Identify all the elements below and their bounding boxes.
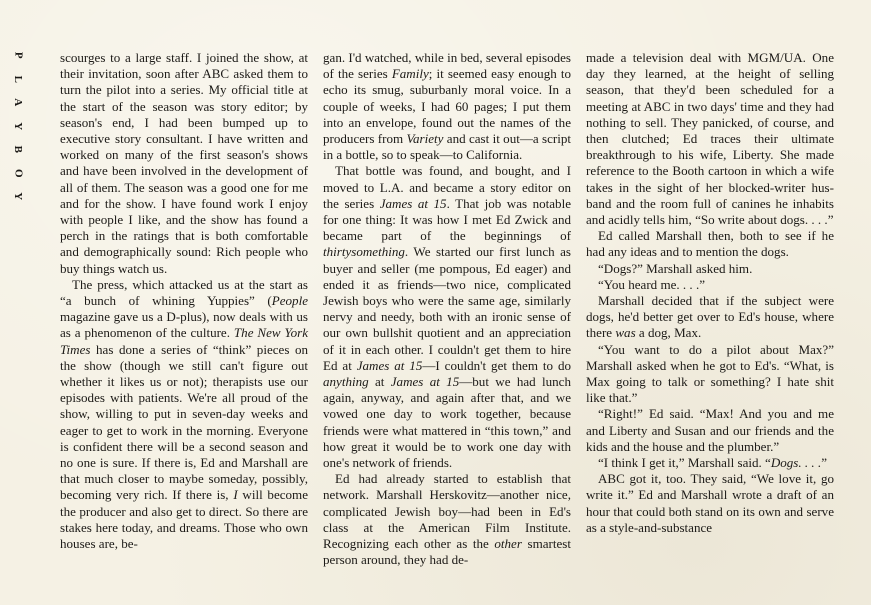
italic-text: other xyxy=(494,536,522,552)
paragraph xyxy=(586,293,834,342)
paragraph xyxy=(60,277,308,552)
italic-text: thirtysomething xyxy=(323,244,405,260)
italic-text: I xyxy=(233,487,238,503)
paragraph xyxy=(586,261,834,277)
text-run: “Right!” Ed said. “Max! And you and me and Liberty and Susan and our friends and the kids and the house and the plumber.” xyxy=(586,406,834,454)
text-run: “You want to do a pilot about Max?” Marshall asked when he got to Ed's. “What, is Max going to talk or something? I hate shit like that.” xyxy=(586,341,834,406)
masthead-letter: L xyxy=(12,75,25,83)
paragraph xyxy=(586,50,834,228)
masthead-letter: P xyxy=(12,51,25,59)
text-run: Ed had already started to establish that network. Marshall Herskovitz—another nice, complicated Jewish boy—had been in Ed's class at the American Film Institute. Recognizing each other as the xyxy=(323,471,571,552)
italic-text: People xyxy=(271,293,308,309)
text-run: That bottle was found, and bought, and I moved to L.A. and became a story editor on the series xyxy=(323,163,571,211)
text-run: ” xyxy=(821,455,828,471)
paragraph xyxy=(60,50,308,277)
paragraph xyxy=(586,228,834,260)
text-column-1 xyxy=(60,50,308,552)
text-run: and cast it out—a script in a bottle, so to speak—to California. xyxy=(323,131,571,163)
text-run: The press, which attacked us at the start as “a bunch of whining Yuppies” ( xyxy=(60,276,308,309)
text-run: “You heard me. . . .” xyxy=(598,276,706,292)
paragraph xyxy=(323,471,571,568)
italic-text: Dogs. . . . xyxy=(770,455,822,471)
text-run: —but we had lunch again, anyway, and again after that, and we vowed one day to work together, because friends were what mattered in “this town,” and how great it would be to work one day with one's network of friends. xyxy=(323,374,571,471)
italic-text: James at 15 xyxy=(390,374,460,390)
masthead-letter: A xyxy=(12,98,25,107)
masthead-letter: Y xyxy=(12,121,25,130)
paragraph xyxy=(586,455,834,471)
italic-text: James at 15 xyxy=(379,195,447,211)
paragraph xyxy=(586,342,834,407)
text-run: ABC got it, too. They said, “We love it, go write it.” Ed and Marshall wrote a draft of an hour that could both stand on its own and serve as a style-and-substance xyxy=(586,471,834,535)
text-run: “I think I get it,” Marshall said. “ xyxy=(598,455,771,471)
text-run: will become the producer and also get to direct. So there are stakes here today, and dreams. Those who own houses are, be- xyxy=(60,487,309,552)
paragraph xyxy=(586,277,834,293)
paragraph xyxy=(323,163,571,471)
text-run: smartest person around, they had de- xyxy=(323,536,572,568)
text-run: ; it seemed easy enough to echo its smug, suburbanly moral voice. In a couple of weeks, I had 60 pages; I put them into an envelope, found out the names of the producers from xyxy=(323,66,571,147)
text-run: “Dogs?” Marshall asked him. xyxy=(598,260,753,276)
paragraph xyxy=(586,471,834,536)
text-run: gan. I'd watched, while in bed, several episodes of the series xyxy=(323,50,571,82)
masthead-vertical xyxy=(9,45,27,207)
text-run: . That job was notable for one thing: It was how I met Ed Zwick and became part of the beginnings of xyxy=(323,195,571,244)
text-run: a dog, Max. xyxy=(635,325,702,341)
text-column-2 xyxy=(323,50,571,569)
paragraph xyxy=(323,50,571,163)
paragraph xyxy=(586,406,834,455)
text-run: scourges to a large staff. I joined the show, at their invitation, soon after ABC asked them to turn the pilot into a series. My official title at the start of the season was story editor; by season's end, I had been bumped up to executive story consultant. I have written and worked on many of the first season's shows and have been involved in the development of all of them. The season was a good one for me and for the show. I have found work I enjoy with people I like, and the show has found a perch in the ratings that is both comfortable and demographically sound: Rich people who buy things watch us. xyxy=(60,50,308,276)
italic-text: Variety xyxy=(406,131,444,147)
masthead-letter: B xyxy=(12,145,25,153)
masthead-letter: O xyxy=(12,168,25,178)
italic-text: James at 15 xyxy=(356,357,423,373)
italic-text: The New York Times xyxy=(60,325,308,357)
text-column-3 xyxy=(586,50,834,536)
text-run: —I couldn't get them to do xyxy=(422,357,571,373)
italic-text: was xyxy=(615,325,636,341)
text-run: has done a series of “think” pieces on the show (though we still can't figure out whether it likes us or not); therapists use our episodes with patients. We're all proud of the show, willing to put in seven-day weeks and eager to get to work in the morning. Everyone is confident there will be a second season and no one is sure. If there is, Ed and Marshall are that much closer to maybe someday, possibly, becoming very rich. If there is, xyxy=(60,341,308,503)
italic-text: Family xyxy=(391,66,429,82)
text-run: Ed called Marshall then, both to see if he had any ideas and to mention the dogs. xyxy=(586,228,834,260)
text-run: made a television deal with MGM/UA. One day they learned, at the height of selling season, that they'd been scheduled for a meeting at ABC in two days' time and they had nothing to sell. They panicked, of course, and then clutched; Ed traces their ultimate breakthrough to his wife, Liberty. She made reference to the Booth cartoon in which a wife takes in the sight of her blocked-writer husband and the room full of canines he inhabits and acidly tells him, “So write about dogs. . . .” xyxy=(586,50,834,228)
text-run: Marshall decided that if the subject were dogs, he'd better get over to Ed's house, where there xyxy=(586,293,834,341)
italic-text: anything xyxy=(323,374,369,390)
text-run: magazine gave us a D-plus), now deals with us as a phenomenon of the culture. xyxy=(60,309,308,341)
text-run: . We started our first lunch as buyer and seller (me pompous, Ed eager) and ended it as friends—two nice, complicated Jewish boys who were the same age, similarly nervy and needy, both with an ironic sense of our own bullshit quotient and an appreciation of it in each other. I couldn't get them to hire Ed at xyxy=(323,244,571,373)
masthead-letter: Y xyxy=(12,192,25,201)
text-run: at xyxy=(368,374,391,390)
